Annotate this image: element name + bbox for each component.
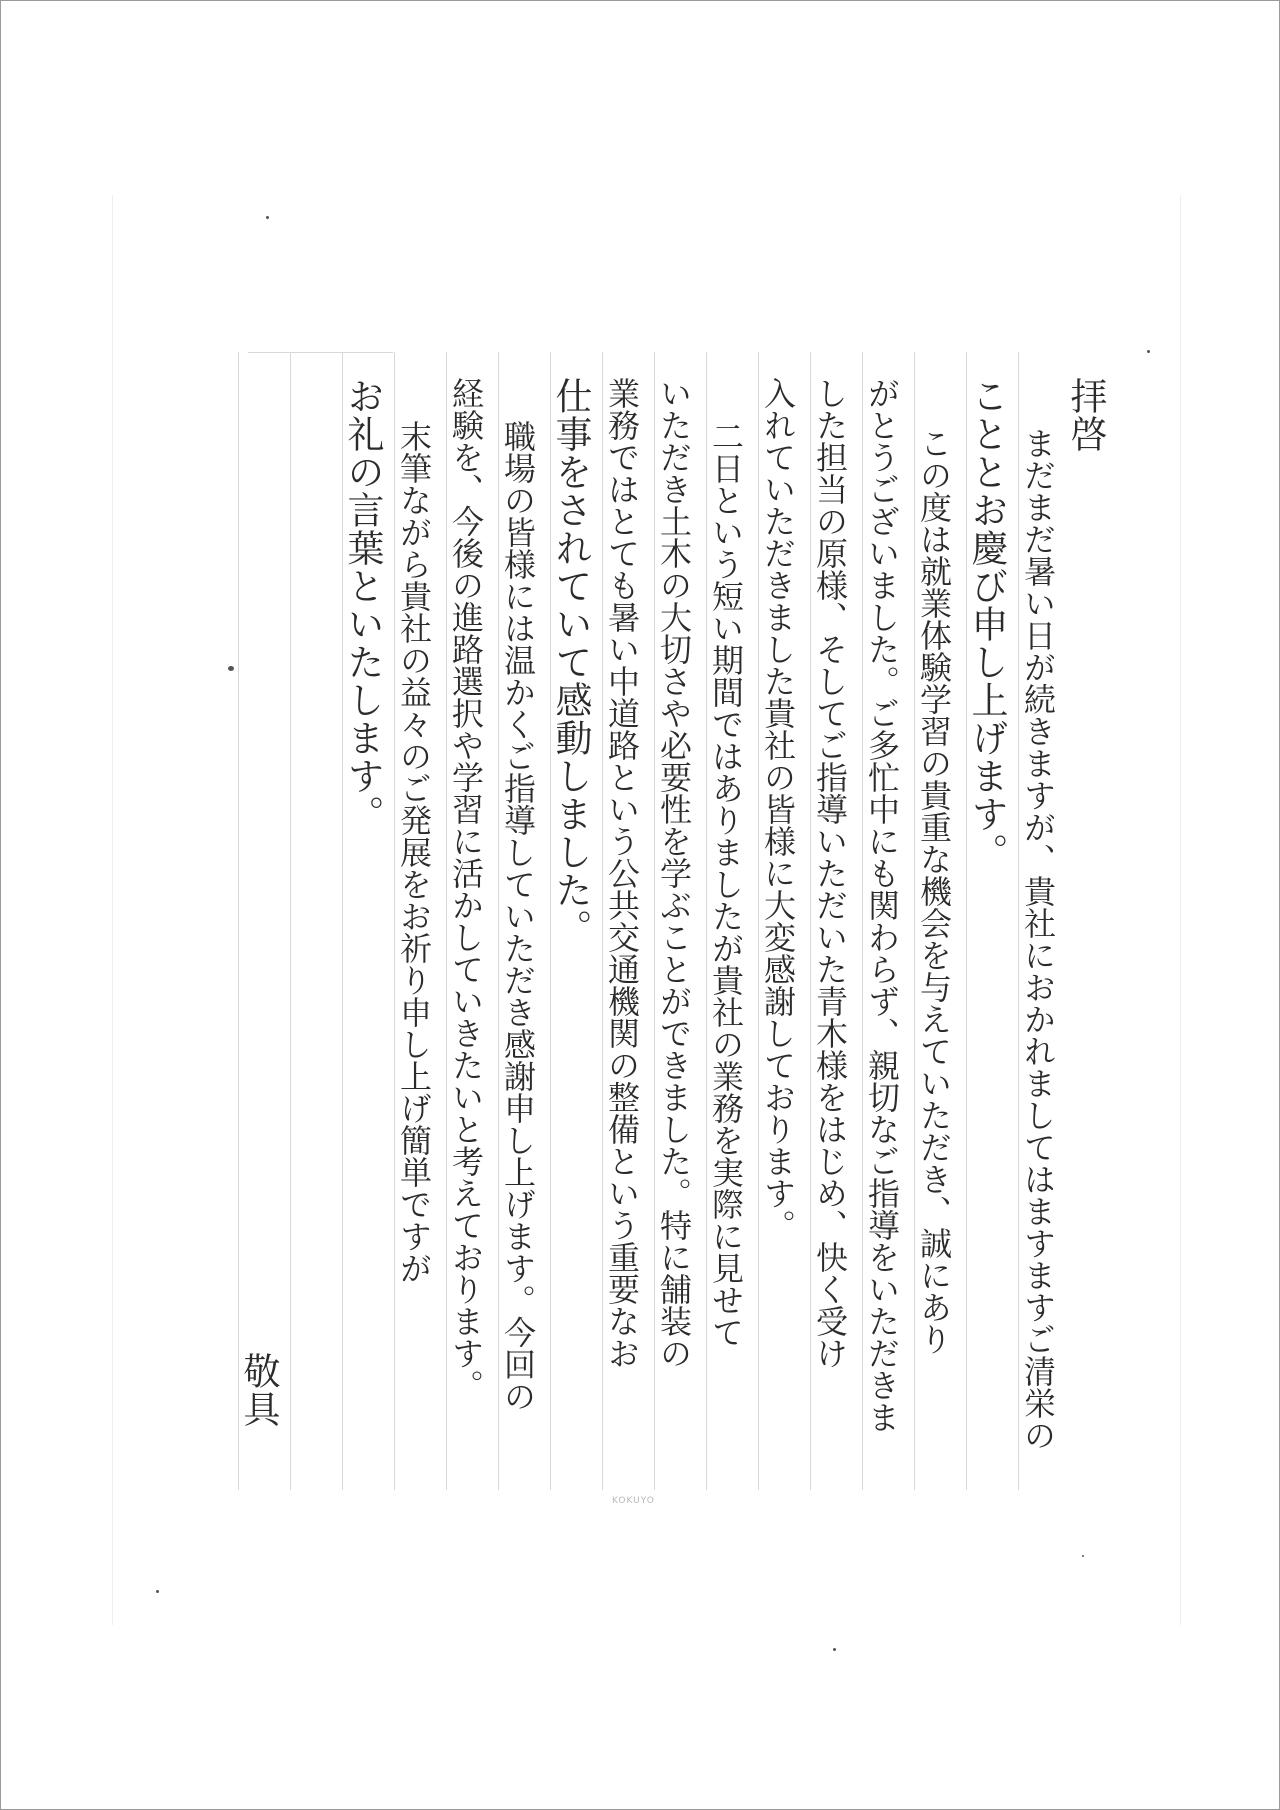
top-rule	[248, 352, 393, 353]
letter-line-13: 末筆ながら貴社の益々のご発展をお祈り申し上げ簡単ですが	[395, 420, 433, 1284]
letter-line-1: まだまだ暑い日が続きますが、貴社におかれましてはますますご清栄の	[1019, 427, 1057, 1451]
letter-line-7: 二日という短い期間ではありましたが貴社の業務を実際に見せて	[707, 420, 745, 1348]
letter-line-10: 仕事をされていて感動しました。	[549, 377, 592, 947]
paper-edge-left	[112, 195, 113, 1625]
letter-line-12: 経験を、今後の進路選択や学習に活かしていきたいと考えております。	[447, 377, 485, 1401]
closing-signoff: 敬具	[237, 1352, 280, 1428]
scan-speck	[833, 1648, 836, 1651]
letter-line-8: いただき土木の大切さや必要性を学ぶことができました。特に舗装の	[655, 377, 693, 1369]
letter-line-14: お礼の言葉といたします。	[341, 377, 384, 833]
paper-edge-right	[1180, 195, 1181, 1625]
column-rule	[238, 352, 239, 1490]
letter-line-11: 職場の皆様には温かくご指導していただき感謝申し上げます。今回の	[499, 420, 537, 1412]
opening-greeting: 拝啓	[1064, 377, 1107, 453]
letter-paper	[237, 352, 1107, 1490]
letter-line-9: 業務ではとても暑い中道路という公共交通機関の整備という重要なお	[603, 377, 641, 1369]
scan-speck	[228, 666, 234, 671]
scan-speck	[1082, 1555, 1084, 1557]
scan-speck	[156, 1590, 159, 1593]
paper-brand-mark: KOKUYO	[612, 1496, 655, 1506]
letter-line-5: した担当の原様、そしてご指導いただいた青木様をはじめ、快く受け	[811, 377, 849, 1369]
letter-line-6: 入れていただきました貴社の皆様に大変感謝しております。	[759, 377, 797, 1241]
letter-line-4: がとうございました。ご多忙中にも関わらず、親切なご指導をいただきま	[863, 377, 901, 1433]
column-rule	[290, 352, 291, 1490]
scan-speck	[1147, 350, 1150, 353]
scan-speck	[266, 216, 269, 219]
letter-line-3: この度は就業体験学習の貴重な機会を与えていただき、誠にあり	[915, 427, 953, 1355]
letter-line-2: こととお慶び申し上げます。	[965, 377, 1008, 871]
